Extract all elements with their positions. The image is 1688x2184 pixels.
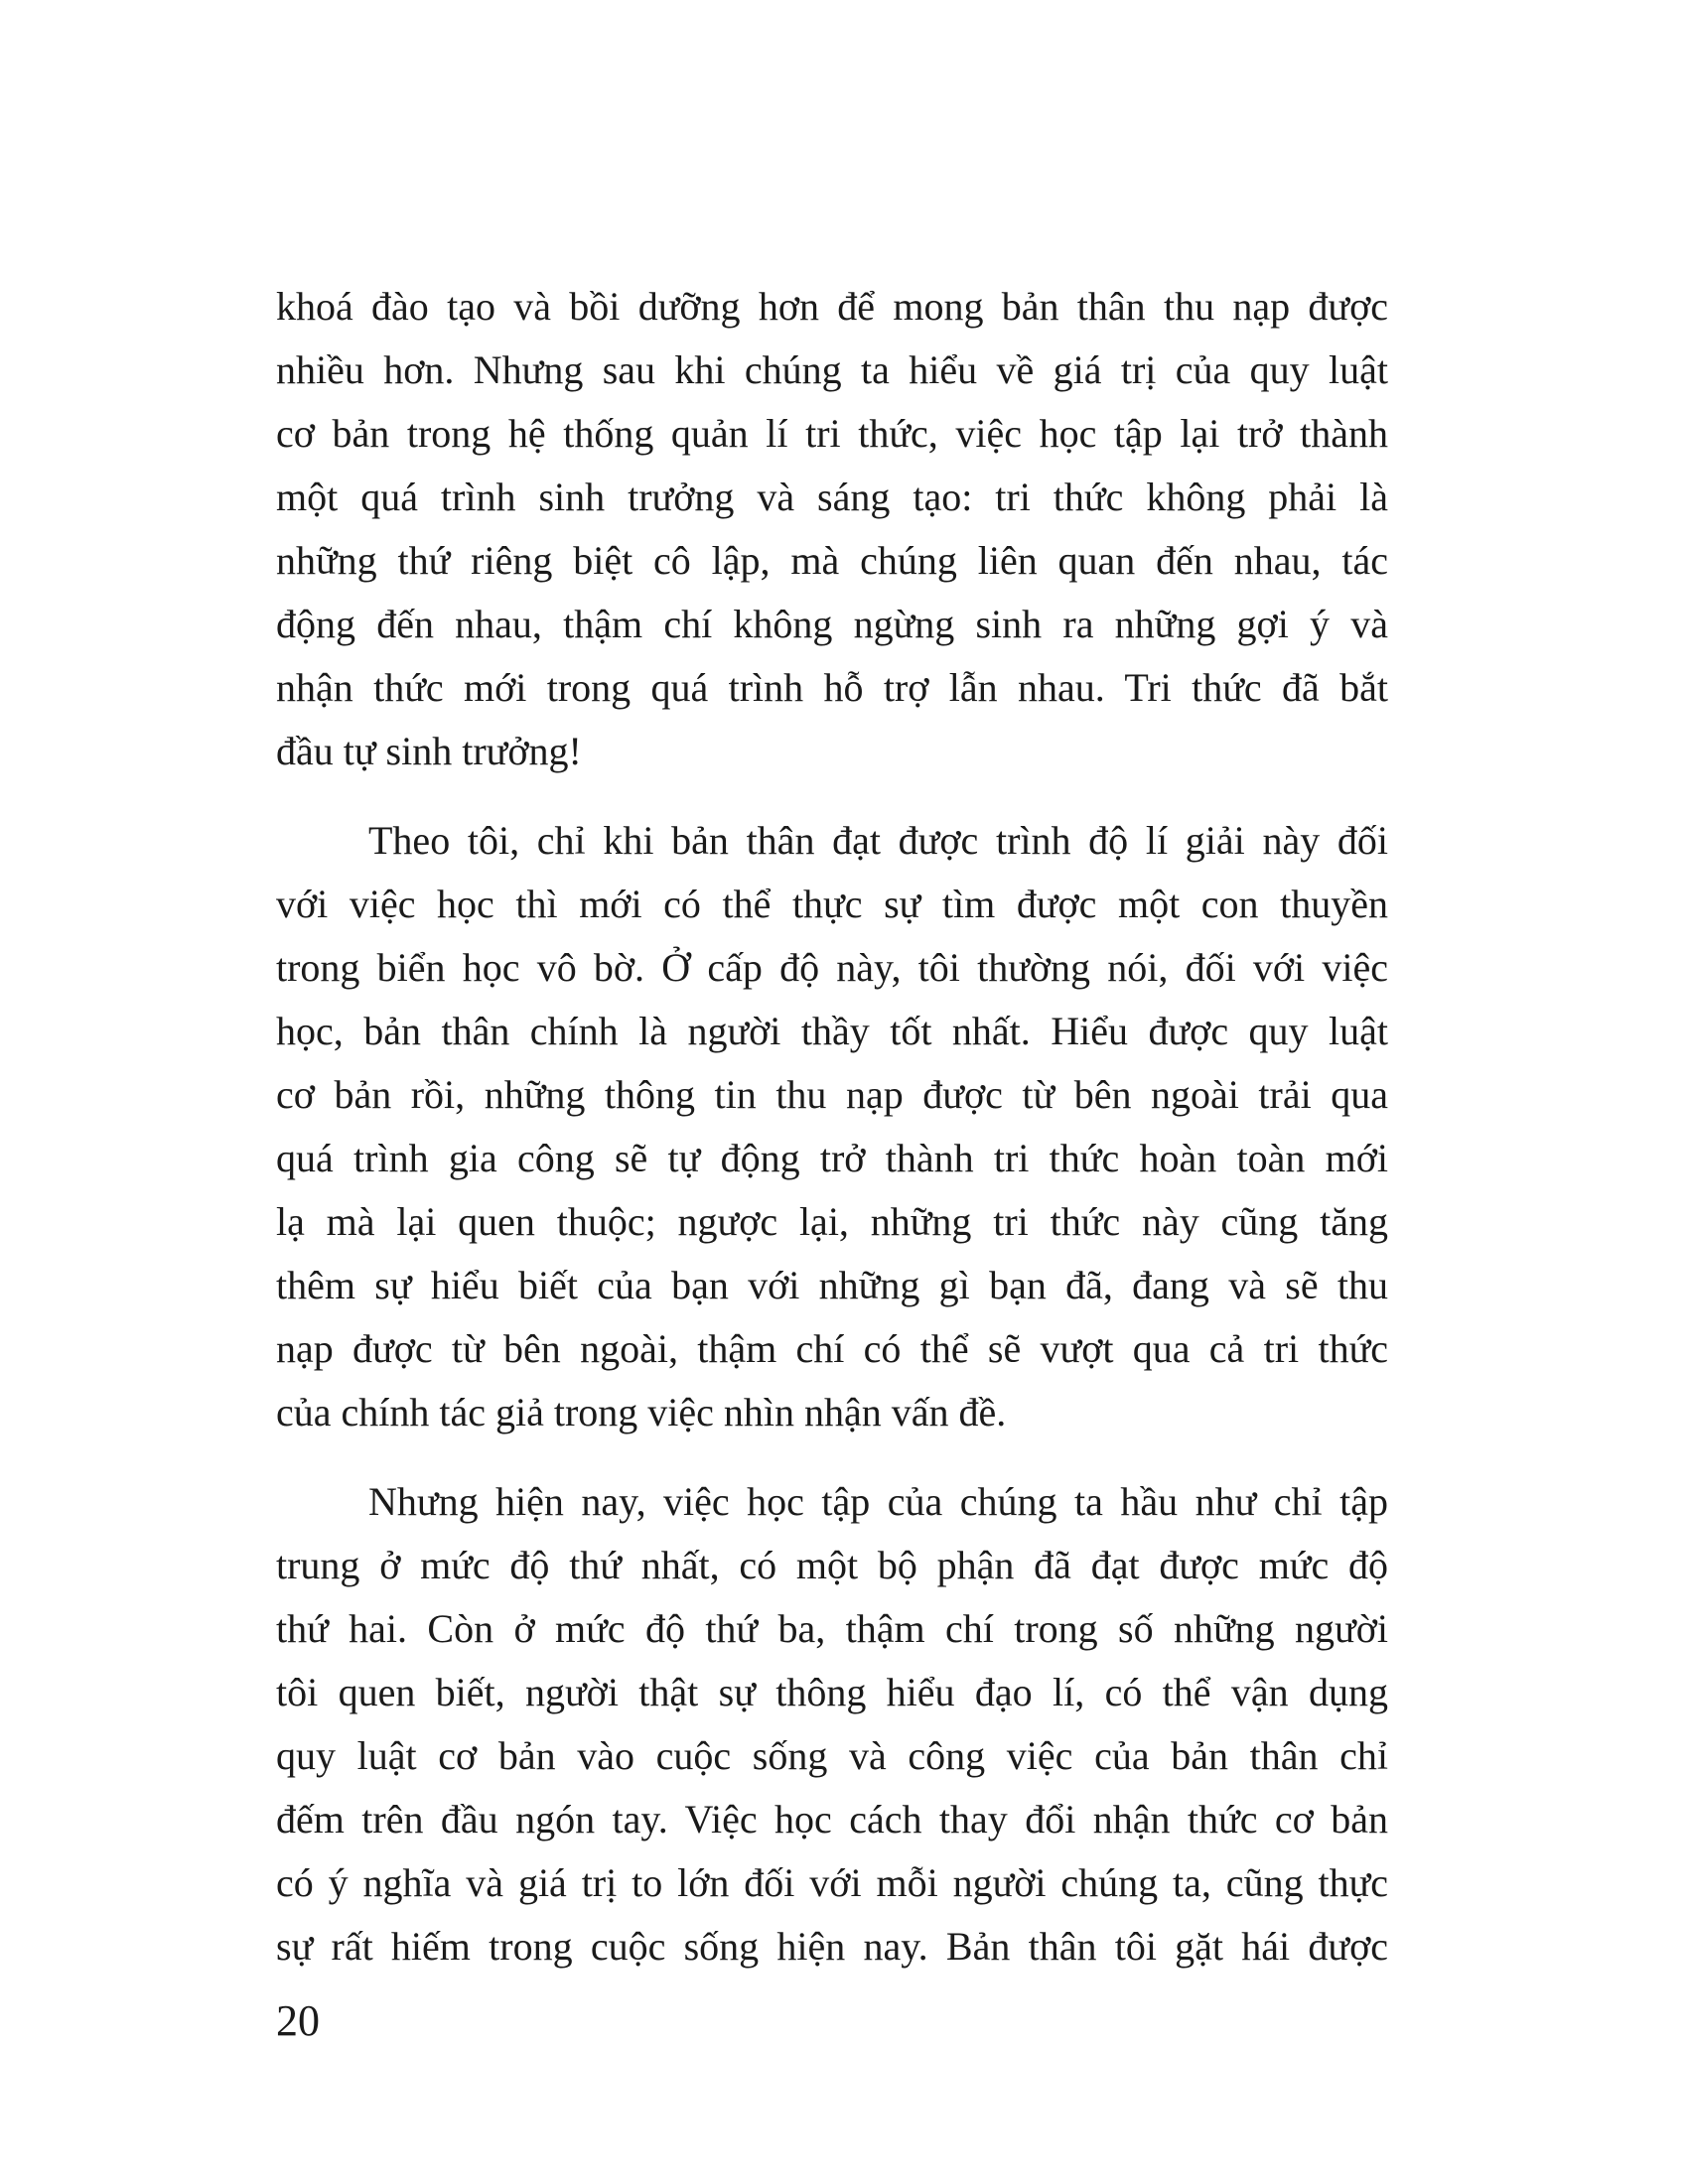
text-line: đầu tự sinh trưởng! (276, 729, 582, 773)
text-line: quá trình gia công sẽ tự động trở thành tri thức hoàn toàn mới (276, 1136, 1388, 1180)
text-line: thêm sự hiểu biết của bạn với những gì bạn đã, đang và sẽ thu (276, 1263, 1388, 1307)
text-line: trong biển học vô bờ. Ở cấp độ này, tôi thường nói, đối với việc (276, 945, 1388, 990)
text-line: lạ mà lại quen thuộc; ngược lại, những tri thức này cũng tăng (276, 1199, 1388, 1244)
text-line: khoá đào tạo và bồi dưỡng hơn để mong bản thân thu nạp được (276, 284, 1388, 329)
text-line: tôi quen biết, người thật sự thông hiểu đạo lí, có thể vận dụng (276, 1670, 1388, 1714)
text-line: Nhưng hiện nay, việc học tập của chúng ta hầu như chỉ tập (368, 1479, 1388, 1524)
text-line: thứ hai. Còn ở mức độ thứ ba, thậm chí trong số những người (276, 1606, 1388, 1651)
text-line: Theo tôi, chỉ khi bản thân đạt được trình độ lí giải này đối (368, 818, 1388, 863)
text-line: nhận thức mới trong quá trình hỗ trợ lẫn nhau. Tri thức đã bắt (276, 665, 1388, 710)
text-line: của chính tác giả trong việc nhìn nhận vấn đề. (276, 1390, 1007, 1434)
text-line: nạp được từ bên ngoài, thậm chí có thể sẽ vượt qua cả tri thức (276, 1326, 1388, 1371)
text-line: những thứ riêng biệt cô lập, mà chúng liên quan đến nhau, tác (276, 538, 1388, 583)
text-line: với việc học thì mới có thể thực sự tìm được một con thuyền (276, 882, 1388, 926)
body-text (276, 275, 1388, 2004)
paragraph (276, 1470, 1388, 1979)
text-line: sự rất hiếm trong cuộc sống hiện nay. Bản thân tôi gặt hái được (276, 1924, 1388, 1969)
text-line: quy luật cơ bản vào cuộc sống và công việc của bản thân chỉ (276, 1733, 1388, 1778)
text-line: trung ở mức độ thứ nhất, có một bộ phận đã đạt được mức độ (276, 1543, 1388, 1587)
text-line: đếm trên đầu ngón tay. Việc học cách thay đổi nhận thức cơ bản (276, 1797, 1388, 1842)
text-line: một quá trình sinh trưởng và sáng tạo: tri thức không phải là (276, 475, 1388, 519)
text-line: cơ bản rồi, những thông tin thu nạp được từ bên ngoài trải qua (276, 1072, 1388, 1117)
page-number: 20 (276, 1996, 320, 2045)
text-line: cơ bản trong hệ thống quản lí tri thức, việc học tập lại trở thành (276, 411, 1388, 456)
text-line: nhiều hơn. Nhưng sau khi chúng ta hiểu về giá trị của quy luật (276, 347, 1388, 392)
text-line: động đến nhau, thậm chí không ngừng sinh ra những gợi ý và (276, 602, 1388, 646)
paragraph (276, 275, 1388, 783)
text-line: có ý nghĩa và giá trị to lớn đối với mỗi người chúng ta, cũng thực (276, 1860, 1388, 1905)
text-line: học, bản thân chính là người thầy tốt nhất. Hiểu được quy luật (276, 1009, 1388, 1053)
paragraph (276, 809, 1388, 1444)
